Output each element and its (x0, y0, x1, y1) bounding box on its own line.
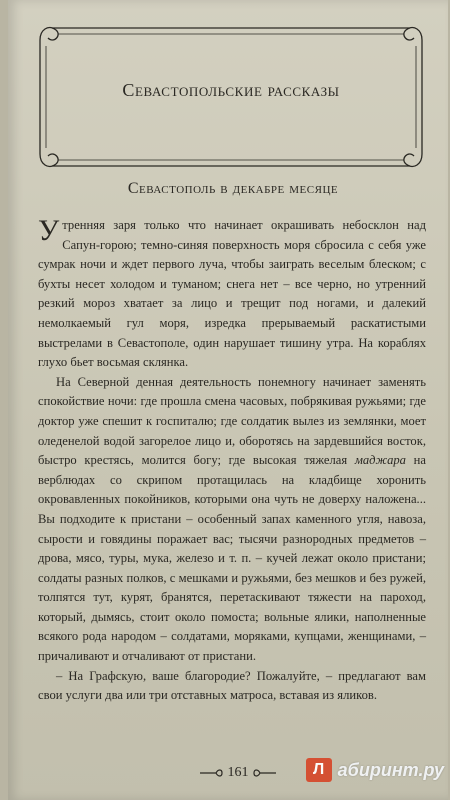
watermark (306, 758, 444, 782)
page-footer (183, 765, 293, 781)
footer-ornament-left-icon (200, 768, 224, 778)
emphasized-word: маджара (354, 453, 406, 468)
book-title: Севастопольские рассказы (122, 80, 340, 100)
page-number: 161 (227, 765, 249, 780)
footer-ornament-right-icon (252, 768, 276, 778)
paragraph-text: На Северной денная деятельность понемногу начинает заменять спокойствие ночи: где прошла смена часовых, побрякивая ружьями; где доктор уже спешит к госпиталю; где солдатик вылез из землянки, моет оледенелой водой загорелое лицо и, оборотясь на зардевшийся восток, быстро крестясь, молится богу; где высокая тяжелая (38, 374, 426, 468)
paragraph-text: – На Графскую, ваше благородие? Пожалуйте, – предлагают вам свои услуги два или три отставных матроса, вставая из яликов. (38, 668, 426, 703)
paragraph-text: на верблюдах со скрипом протащилась на кладбище хоронить окровавленных покойников, которыми она чуть не доверху наложена... Вы подходите к пристани – особенный запах каменного угля, навоза, сырости и говядины поражает вас; тысячи разнородных предметов – дрова, мясо, туры, мука, железо и т. п. – кучей лежат около пристани; солдаты разных полков, с мешками и ружьями, без мешков и без ружей, толпятся тут, курят, бранятся, перетаскивают тяжести на пароход, который, дымясь, стоит около помоста; вольные ялики, наполненные всякого рода народом – солдатами, моряками, купцами, женщинами, – причаливают и отчаливают от пристани. (38, 453, 426, 664)
paragraph (38, 667, 426, 706)
watermark-text: абиринт.ру (337, 759, 444, 780)
paragraph (38, 373, 426, 667)
body-text (38, 216, 426, 706)
paragraph-text: тренняя заря только что начинает окрашивать небосклон над Сапун-горою; темно-синяя поверхность моря сбросила с себя уже сумрак ночи и ждет первого луча, чтобы заиграть веселым блеском; с бухты несет холодом и туманом; снега нет – все черно, но утренний резкий мороз хватает за лицо и трещит под ногами, и далекий немолкаемый гул моря, изредка прерываемый раскатистыми выстрелами в Севастополе, один нарушает тишину утра. На кораблях глухо бьет восьмая склянка. (38, 218, 426, 370)
labirint-logo-icon: Л (306, 758, 332, 782)
section-heading: Севастополь в декабре месяце (127, 180, 339, 197)
book-page (8, 0, 448, 800)
drop-cap: У (38, 214, 60, 247)
paragraph (38, 216, 426, 373)
